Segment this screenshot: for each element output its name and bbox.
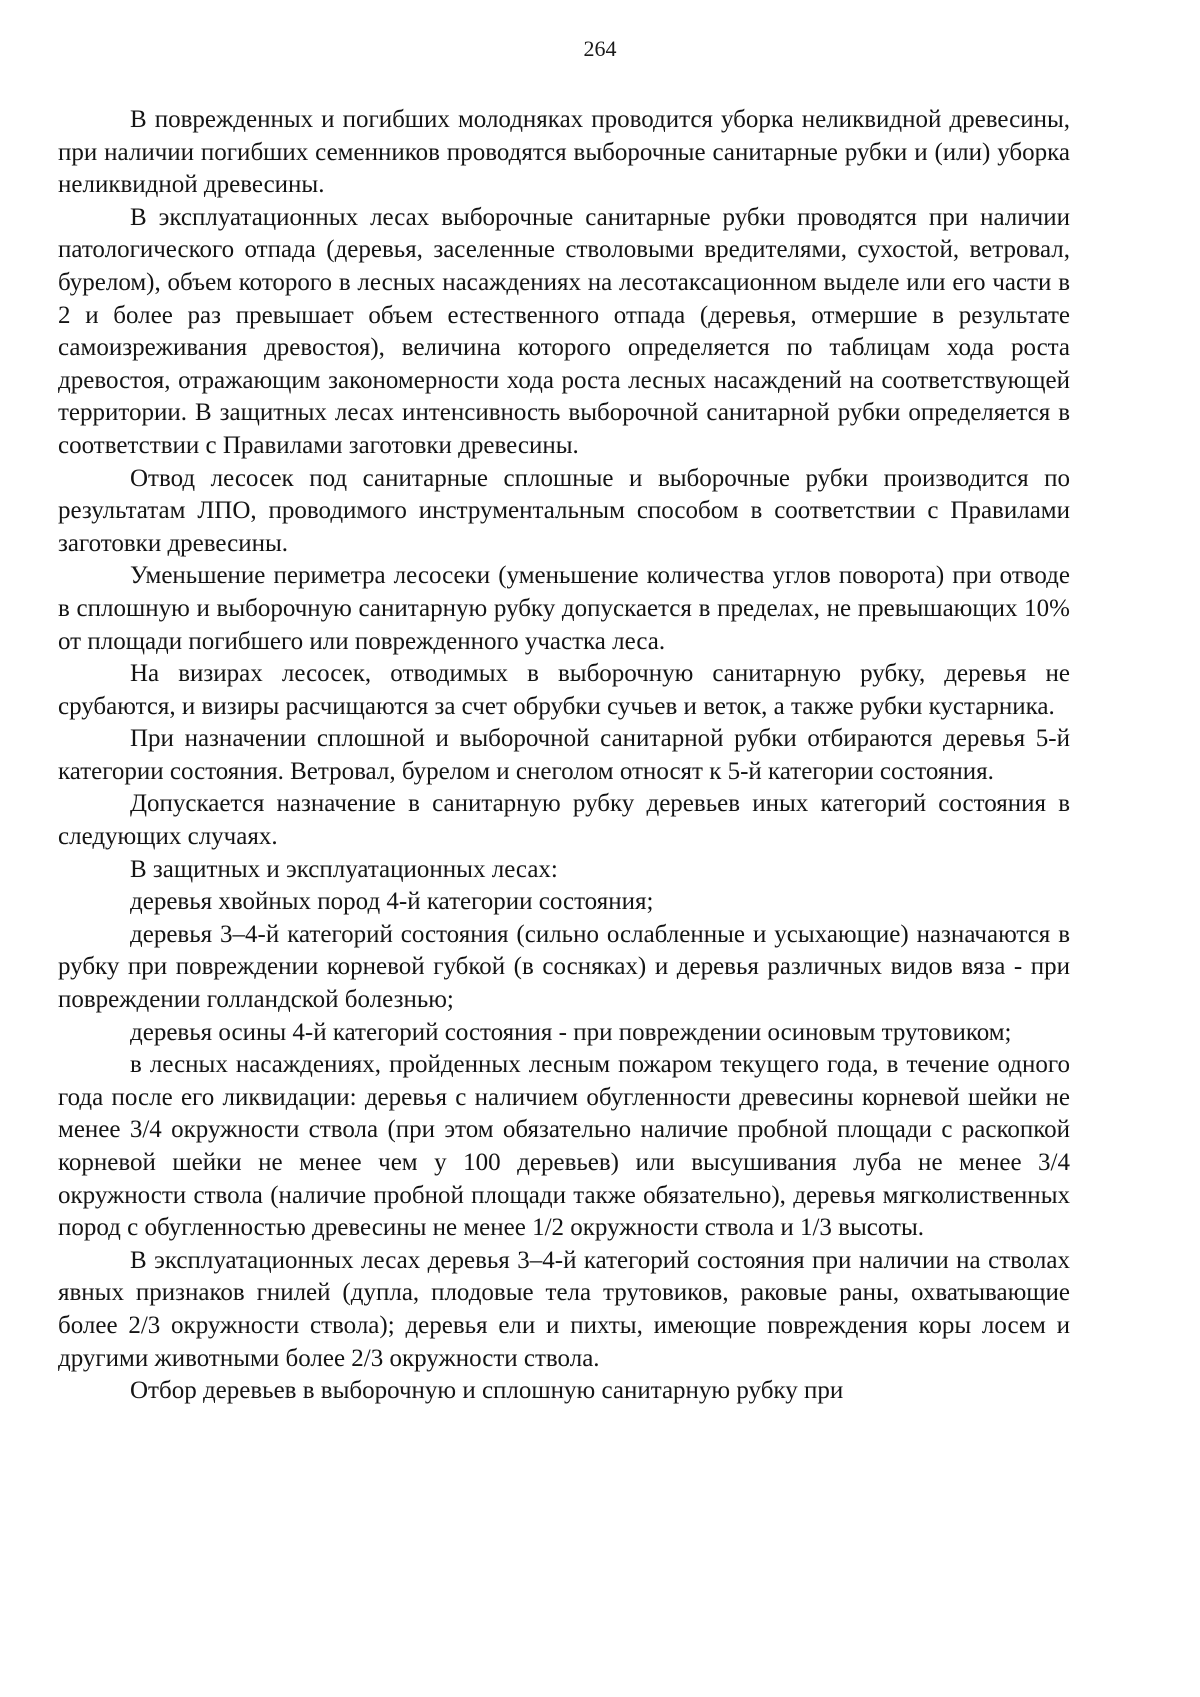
paragraph: Допускается назначение в санитарную рубку деревьев иных категорий состояния в следующих случаях. (58, 790, 1070, 851)
paragraph: Отбор деревьев в выборочную и сплошную санитарную рубку при (130, 1377, 844, 1405)
paragraph: В эксплуатационных лесах деревья 3–4-й категорий состояния при наличии на стволах явных признаков гнилей (дупла, плодовые тела трутовиков, раковые раны, охватывающие более 2/3 окружности ствола); деревья ели и пихты, имеющие повреждения коры лосем и другими животными более 2/3 окружности ствола. (58, 1246, 1070, 1372)
paragraph: При назначении сплошной и выборочной санитарной рубки отбираются деревья 5-й категории состояния. Ветровал, бурелом и снеголом относят к 5-й категории состояния. (58, 725, 1070, 785)
paragraph: в лесных насаждениях, пройденных лесным пожаром текущего года, в течение одного года после его ликвидации: деревья с наличием обугленности древесины корневой шейки не менее 3/4 окружности ствола (при этом обязательно наличие пробной площади с раскопкой корневой шейки не менее чем у 100 деревьев) или высушивания луба не менее 3/4 окружности ствола (наличие пробной площади также обязательно), деревья мягколиственных пород с обугленностью древесины не менее 1/2 окружности ствола и 1/3 высоты. (58, 1051, 1070, 1242)
paragraph: деревья осины 4-й категорий состояния - при повреждении осиновым трутовиком; (130, 1018, 1012, 1046)
paragraph: Отвод лесосек под санитарные сплошные и выборочные рубки производится по результатам ЛПО, проводимого инструментальным способом в соответствии с Правилами заготовки древесины. (58, 464, 1070, 557)
paragraph: В поврежденных и погибших молодняках проводится уборка неликвидной древесины, при наличии погибших семенников проводятся выборочные санитарные рубки и (или) уборка неликвидной древесины. (58, 106, 1070, 199)
paragraph: На визирах лесосек, отводимых в выборочную санитарную рубку, деревья не срубаются, и визиры расчищаются за счет обрубки сучьев и веток, а также рубки кустарника. (58, 660, 1070, 720)
page-number: 264 (583, 36, 617, 61)
paragraph: В эксплуатационных лесах выборочные санитарные рубки проводятся при наличии патологического отпада (деревья, заселенные стволовыми вредителями, сухостой, ветровал, бурелом), объем которого в лесных насаждениях на лесотаксационном выделе или его части в 2 и более раз превышает объем естественного отпада (деревья, отмершие в результате самоизреживания древостоя), величина которого определяется по таблицам хода роста древостоя, отражающим закономерности хода роста лесных насаждений на соответствующей территории. В защитных лесах интенсивность выборочной санитарной рубки определяется в соответствии с Правилами заготовки древесины. (58, 203, 1070, 459)
paragraph: деревья 3–4-й категорий состояния (сильно ослабленные и усыхающие) назначаются в рубку при повреждении корневой губкой (в сосняках) и деревья различных видов вяза - при повреждении голландской болезнью; (58, 920, 1070, 1014)
body-text (58, 104, 1070, 1408)
paragraph: деревья хвойных пород 4-й категории состояния; (130, 888, 654, 916)
paragraph: В защитных и эксплуатационных лесах: (130, 855, 558, 883)
paragraph: Уменьшение периметра лесосеки (уменьшение количества углов поворота) при отводе в сплошную и выборочную санитарную рубку допускается в пределах, не превышающих 10% от площади погибшего или поврежденного участка леса. (58, 562, 1070, 655)
